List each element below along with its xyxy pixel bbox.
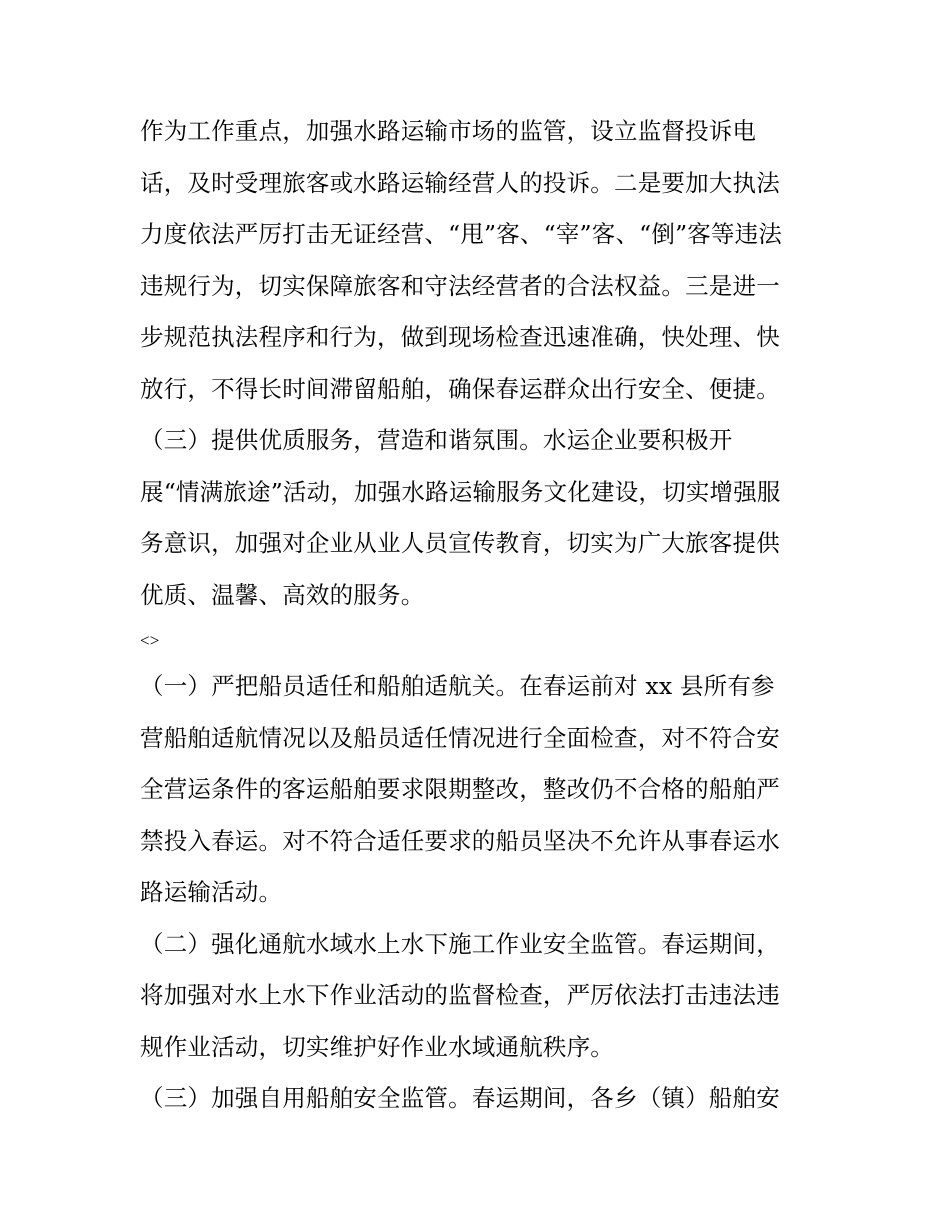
text-line: 放行，不得长时间滞留船舶，确保春运群众出行安全、便捷。 bbox=[140, 374, 780, 403]
section-marker: <> bbox=[140, 631, 160, 650]
text-line: 营船舶适航情况以及船员适任情况进行全面检查，对不符合安 bbox=[140, 723, 780, 752]
document-body bbox=[140, 106, 820, 1125]
text-line: 务意识，加强对企业从业人员宣传教育，切实为广大旅客提供 bbox=[140, 529, 780, 557]
text-line: 全营运条件的客运船舶要求限期整改，整改仍不合格的船舶严 bbox=[140, 775, 780, 803]
text-line: 路运输活动。 bbox=[140, 878, 283, 906]
section-heading-line: （三）提供优质服务，营造和谐氛围。水运企业要积极开 bbox=[140, 426, 733, 454]
text-line: 作为工作重点，加强水路运输市场的监管，设立监督投诉电 bbox=[140, 117, 757, 145]
section-heading-line: （三）加强自用船舶安全监管。春运期间，各乡（镇）船舶安 bbox=[140, 1084, 780, 1112]
text-line: 禁投入春运。对不符合适任要求的船员坚决不允许从事春运水 bbox=[140, 826, 780, 855]
text-line: 优质、温馨、高效的服务。 bbox=[140, 580, 425, 609]
text-line: 规作业活动，切实维护好作业水域通航秩序。 bbox=[140, 1032, 614, 1061]
text-line: 违规行为，切实保障旅客和守法经营者的合法权益。三是进一 bbox=[140, 271, 780, 300]
text-line: 话，及时受理旅客或水路运输经营人的投诉。二是要加大执法 bbox=[140, 168, 780, 197]
text-line: 步规范执法程序和行为，做到现场检查迅速准确，快处理、快 bbox=[140, 323, 780, 351]
text-line: 将加强对水上水下作业活动的监督检查，严厉依法打击违法违 bbox=[140, 981, 780, 1009]
text-line: 展“情满旅途”活动，加强水路运输服务文化建设，切实增强服 bbox=[140, 477, 781, 506]
text-line: 力度依法严厉打击无证经营、“甩”客、“宰”客、“倒”客等违法 bbox=[140, 220, 783, 248]
section-heading-line: （一）严把船员适任和船舶适航关。在春运前对 xx 县所有参 bbox=[140, 672, 775, 700]
section-heading-line: （二）强化通航水域水上水下施工作业安全监管。春运期间， bbox=[140, 929, 780, 958]
